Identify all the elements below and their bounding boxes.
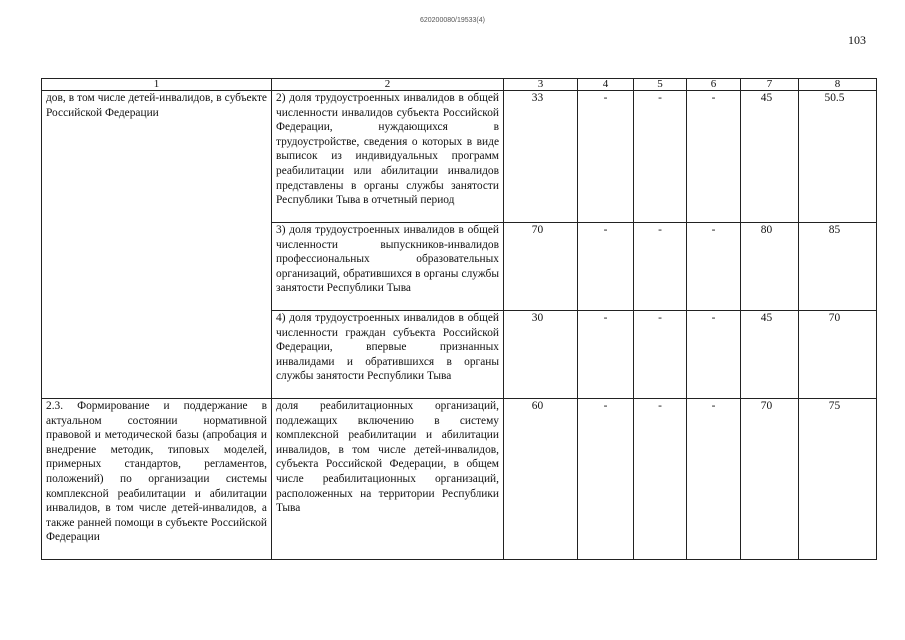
indicator-cell: 4) доля трудоустроенных инвалидов в общей численности граждан субъекта Российской Федерации, впервые признанных инвалидами и обратившихся в органы службы занятости Республики Тыва	[272, 311, 504, 399]
value-cell: -	[687, 399, 741, 560]
indicators-table	[41, 78, 877, 560]
value-cell: 60	[504, 399, 578, 560]
column-header: 7	[741, 79, 799, 91]
value-cell: 70	[799, 311, 877, 399]
value-cell: -	[687, 91, 741, 223]
value-cell: -	[634, 91, 687, 223]
value-cell: 33	[504, 91, 578, 223]
value-cell: -	[687, 223, 741, 311]
column-header: 8	[799, 79, 877, 91]
value-cell: 75	[799, 399, 877, 560]
value-cell: -	[634, 399, 687, 560]
document-id: 620200080/19533(4)	[419, 17, 485, 24]
column-header: 2	[272, 79, 504, 91]
column-header: 3	[504, 79, 578, 91]
measure-cell: 2.3. Формирование и поддержание в актуальном состоянии нормативной правовой и методической базы (апробация и внедрение методик, типовых моделей, примерных стандартов, регламентов, положений) по организации системы комплексной реабилитации и абилитации инвалидов, в том числе детей-инвалидов, а также ранней помощи в субъекте Российской Федерации	[42, 399, 272, 560]
table-header-row	[42, 79, 877, 91]
value-cell: -	[634, 223, 687, 311]
value-cell: 45	[741, 91, 799, 223]
value-cell: -	[578, 399, 634, 560]
value-cell: 30	[504, 311, 578, 399]
value-cell: -	[634, 311, 687, 399]
indicator-cell: доля реабилитационных организаций, подлежащих включению в систему комплексной реабилитации и абилитации инвалидов, в том числе детей-инвалидов, субъекта Российской Федерации, в общем числе реабилитационных организаций, расположенных на территории Республики Тыва	[272, 399, 504, 560]
column-header: 6	[687, 79, 741, 91]
value-cell: 50.5	[799, 91, 877, 223]
value-cell: 45	[741, 311, 799, 399]
value-cell: -	[578, 223, 634, 311]
value-cell: -	[687, 311, 741, 399]
value-cell: -	[578, 311, 634, 399]
table-row	[42, 91, 877, 223]
value-cell: 70	[504, 223, 578, 311]
value-cell: 85	[799, 223, 877, 311]
column-header: 5	[634, 79, 687, 91]
indicator-cell: 3) доля трудоустроенных инвалидов в общей численности выпускников-инвалидов профессиональных образовательных организаций, обратившихся в органы службы занятости Республики Тыва	[272, 223, 504, 311]
page-number: 103	[848, 33, 866, 47]
column-header: 1	[42, 79, 272, 91]
table-row	[42, 399, 877, 560]
measure-cell: дов, в том числе детей-инвалидов, в субъекте Российской Федерации	[42, 91, 272, 399]
value-cell: 70	[741, 399, 799, 560]
indicator-cell: 2) доля трудоустроенных инвалидов в общей численности инвалидов субъекта Российской Федерации, нуждающихся в трудоустройстве, сведения о которых в виде выписок из индивидуальных программ реабилитации или абилитации инвалидов представлены в органы службы занятости Республики Тыва в отчетный период	[272, 91, 504, 223]
value-cell: -	[578, 91, 634, 223]
column-header: 4	[578, 79, 634, 91]
value-cell: 80	[741, 223, 799, 311]
